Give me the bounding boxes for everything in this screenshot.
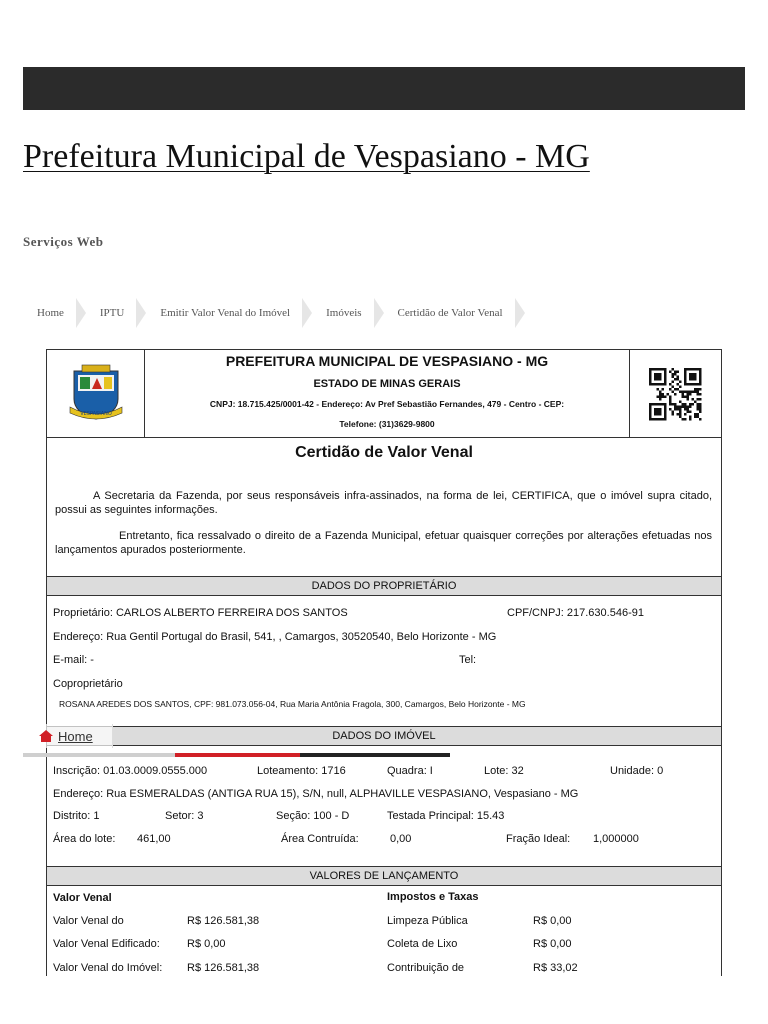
paragraph-ressalva: Entretanto, fica ressalvado o direito de a Fazenda Municipal, efetuar quaisquer correções por alterações efetuadas nos lançamentos apurados posteriormente. (55, 530, 712, 556)
coat-of-arms-logo (47, 350, 145, 437)
owner-name: Proprietário: CARLOS ALBERTO FERREIRA DOS SANTOS (53, 607, 348, 619)
tax-row-value: R$ 33,02 (533, 962, 578, 974)
header-state: ESTADO DE MINAS GERAIS (313, 378, 461, 390)
certificate-title: Certidão de Valor Venal (295, 444, 473, 461)
property-unidade: Unidade: 0 (610, 765, 664, 777)
property-section-header: DADOS DO IMÓVEL (47, 726, 721, 746)
breadcrumb (23, 298, 525, 328)
site-title[interactable]: Prefeitura Municipal de Vespasiano - MG (23, 138, 590, 175)
breadcrumb-separator-icon (76, 298, 86, 328)
property-area-construida: 0,00 (390, 833, 412, 845)
certificate-document (46, 349, 722, 976)
decorative-stripe (23, 753, 175, 757)
property-lote: Lote: 32 (484, 765, 524, 777)
venal-row-label: Valor Venal do Imóvel: (53, 962, 163, 974)
property-area-construida-label: Área Contruída: (281, 833, 359, 845)
breadcrumb-item-iptu[interactable]: IPTU (86, 298, 146, 328)
breadcrumb-separator-icon (302, 298, 312, 328)
property-inscricao: Inscrição: 01.03.0009.0555.000 (53, 765, 208, 777)
property-area-lote-label: Área do lote: (53, 833, 116, 845)
venal-row-value: R$ 0,00 (187, 938, 226, 950)
owner-address: Endereço: Rua Gentil Portugal do Brasil, 541, , Camargos, 30520540, Belo Horizonte - MG (53, 631, 497, 643)
breadcrumb-item-certidao[interactable]: Certidão de Valor Venal (384, 298, 525, 328)
taxes-heading: Impostos e Taxas (387, 891, 479, 903)
property-area-lote: 461,00 (137, 833, 171, 845)
paragraph-certifica: A Secretaria da Fazenda, por seus responsáveis infra-assinados, na forma de lei, CERTIFICA, que o imóvel supra citado, possui as seguintes informações. (55, 490, 712, 516)
breadcrumb-separator-icon (374, 298, 384, 328)
breadcrumb-item-imoveis[interactable]: Imóveis (312, 298, 383, 328)
property-setor: Setor: 3 (165, 810, 204, 822)
owner-cpf: CPF/CNPJ: 217.630.546-91 (507, 607, 644, 619)
header-phone: Telefone: (31)3629-9800 (339, 419, 435, 429)
header-title: PREFEITURA MUNICIPAL DE VESPASIANO - MG (225, 353, 549, 369)
site-subtitle: Serviços Web (23, 234, 104, 249)
floating-home-link[interactable] (38, 724, 113, 748)
tax-row-label: Coleta de Lixo (387, 938, 458, 950)
venal-row-label: Valor Venal Edificado: (53, 938, 160, 950)
owner-section-header: DADOS DO PROPRIETÁRIO (47, 576, 721, 596)
values-section-header: VALORES DE LANÇAMENTO (47, 866, 721, 886)
header-cnpj: CNPJ: 18.715.425/0001-42 - Endereço: Av Pref Sebastião Fernandes, 479 - Centro - CEP: (209, 399, 565, 409)
floating-home-label[interactable]: Home (58, 728, 93, 744)
venal-row-label: Valor Venal do (53, 915, 124, 927)
owner-email: E-mail: - (53, 654, 94, 666)
owner-tel: Tel: (459, 654, 477, 666)
property-distrito: Distrito: 1 (53, 810, 100, 822)
document-header (47, 350, 721, 438)
property-address: Endereço: Rua ESMERALDAS (ANTIGA RUA 15), S/N, null, ALPHAVILLE VESPASIANO, Vespasiano - MG (53, 788, 579, 800)
tax-row-value: R$ 0,00 (533, 915, 572, 927)
tax-row-value: R$ 0,00 (533, 938, 572, 950)
qr-code-icon (629, 350, 722, 437)
venal-row-value: R$ 126.581,38 (187, 962, 260, 974)
decorative-stripe (175, 753, 300, 757)
tax-row-label: Limpeza Pública (387, 915, 468, 927)
property-loteamento: Loteamento: 1716 (257, 765, 346, 777)
breadcrumb-separator-icon (515, 298, 525, 328)
breadcrumb-separator-icon (136, 298, 146, 328)
tax-row-label: Contribuição de (387, 962, 465, 974)
property-secao: Seção: 100 - D (276, 810, 350, 822)
decorative-stripe (300, 753, 450, 757)
property-fracao: 1,000000 (593, 833, 639, 845)
coowner-label: Coproprietário (53, 678, 123, 690)
breadcrumb-item-home[interactable]: Home (23, 298, 86, 328)
venal-heading: Valor Venal (53, 892, 112, 904)
venal-row-value: R$ 126.581,38 (187, 915, 260, 927)
breadcrumb-item-emitir[interactable]: Emitir Valor Venal do Imóvel (146, 298, 312, 328)
property-testada: Testada Principal: 15.43 (387, 810, 505, 822)
home-icon (38, 729, 54, 743)
coowner-details: ROSANA AREDES DOS SANTOS, CPF: 981.073.056-04, Rua Maria Antônia Fragola, 300, Camargos, Belo Horizonte - MG (59, 699, 526, 709)
header-text (145, 350, 629, 437)
top-navbar (23, 67, 745, 110)
svg-text:VESPASIANO: VESPASIANO (79, 410, 112, 417)
property-quadra: Quadra: I (387, 765, 433, 777)
property-fracao-label: Fração Ideal: (506, 833, 571, 845)
